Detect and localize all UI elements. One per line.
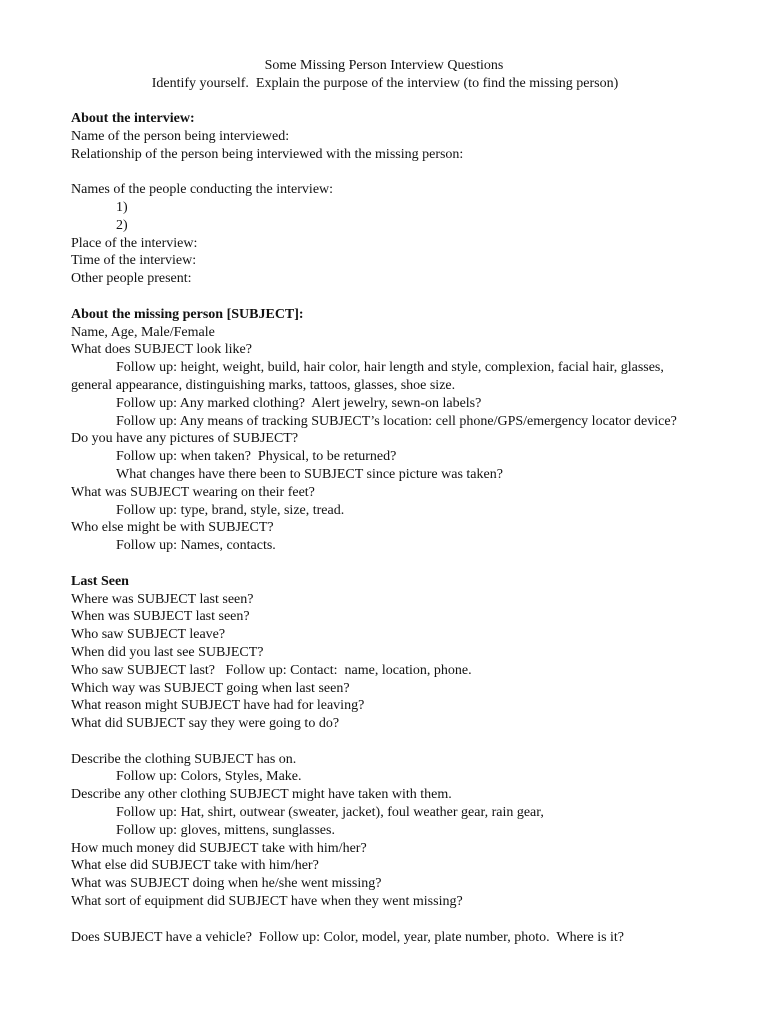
subject-appearance-question: What does SUBJECT look like? [71,342,252,358]
clothing-marks-follow-up: Follow up: Any marked clothing? Alert jewelry, sewn-on labels? [116,395,482,411]
section-heading-subject: About the missing person [SUBJECT]: [71,306,304,322]
section-heading-interview: About the interview: [71,111,195,126]
document-body [71,110,691,946]
last-seen-when-question: When was SUBJECT last seen? [71,609,250,625]
interview-time-line: Time of the interview: [71,253,197,269]
interviewee-name-line: Name of the person being interviewed: [71,128,290,144]
money-question: How much money did SUBJECT take with him/her? [71,840,367,856]
vehicle-question: Does SUBJECT have a vehicle? Follow up: Color, model, year, plate number, photo. Where is it? [71,929,625,945]
companions-question: Who else might be with SUBJECT? [71,520,274,536]
interviewer-item-2: 2) [116,217,128,233]
interviewers-names-line: Names of the people conducting the interview: [71,182,334,198]
you-last-see-question: When did you last see SUBJECT? [71,644,264,660]
appearance-follow-up: Follow up: height, weight, build, hair color, hair length and style, complexion, facial hair, glasses, general appearance, distinguishing marks, tattoos, glasses, shoe size. [71,360,664,393]
spacer [71,555,691,573]
interviewer-item-1: 1) [116,199,128,215]
spacer [71,911,691,929]
clothing-on-question: Describe the clothing SUBJECT has on. [71,751,297,767]
last-seen-where-question: Where was SUBJECT last seen? [71,591,254,607]
tracking-follow-up: Follow up: Any means of tracking SUBJECT’s location: cell phone/GPS/emergency locator device? [116,413,677,429]
subject-basic-info-line: Name, Age, Male/Female [71,324,215,340]
who-saw-leave-question: Who saw SUBJECT leave? [71,627,226,643]
footwear-question: What was SUBJECT wearing on their feet? [71,484,315,500]
pictures-follow-up: Follow up: when taken? Physical, to be returned? [116,449,397,465]
document-subtitle: Identify yourself. Explain the purpose of the interview (to find the missing person) [151,76,619,91]
section-heading-last-seen: Last Seen [71,573,129,589]
equipment-question: What sort of equipment did SUBJECT have when they went missing? [71,894,463,910]
other-clothing-question: Describe any other clothing SUBJECT might have taken with them. [71,787,452,803]
interview-place-line: Place of the interview: [71,235,198,251]
activity-question: What was SUBJECT doing when he/she went missing? [71,876,382,892]
title-block [0,57,768,93]
spacer [71,163,691,181]
spacer [71,733,691,751]
stated-plan-question: What did SUBJECT say they were going to do? [71,716,340,732]
footwear-follow-up: Follow up: type, brand, style, size, tread. [116,502,345,518]
items-taken-question: What else did SUBJECT take with him/her? [71,858,319,874]
clothing-on-follow-up: Follow up: Colors, Styles, Make. [116,769,302,785]
interviewee-relationship-line: Relationship of the person being interviewed with the missing person: [71,146,464,162]
document-title: Some Missing Person Interview Questions [264,58,504,73]
pictures-question: Do you have any pictures of SUBJECT? [71,431,299,447]
reason-question: What reason might SUBJECT have had for leaving? [71,698,365,714]
other-clothing-follow-up-1: Follow up: Hat, shirt, outwear (sweater, jacket), foul weather gear, rain gear, [116,805,544,821]
direction-question: Which way was SUBJECT going when last seen? [71,680,350,696]
other-clothing-follow-up-2: Follow up: gloves, mittens, sunglasses. [116,822,335,838]
spacer [71,288,691,306]
who-saw-last-question: Who saw SUBJECT last? Follow up: Contact: name, location, phone. [71,662,472,678]
picture-changes-question: What changes have there been to SUBJECT since picture was taken? [116,466,503,482]
other-people-line: Other people present: [71,271,192,287]
companions-follow-up: Follow up: Names, contacts. [116,538,276,554]
